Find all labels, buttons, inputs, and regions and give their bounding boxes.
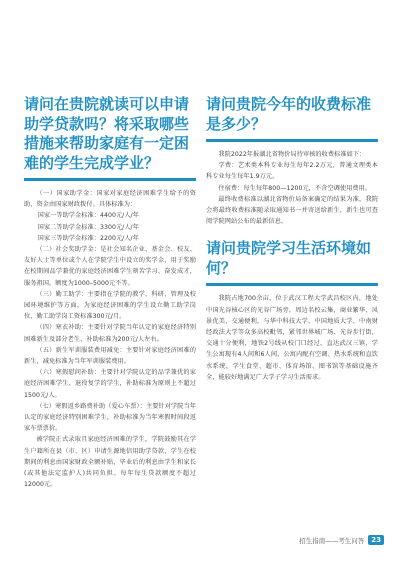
fees-section-title: 请问贵院今年的收费标准是多少？ [206, 95, 372, 133]
environment-section-title: 请问贵院学习生活环境如何？ [206, 239, 372, 277]
loan-section-body [24, 188, 196, 490]
title-divider [206, 283, 378, 286]
environment-section [206, 239, 378, 383]
paragraph: （五）新生军训服装费用减免：主要针对家庭经济困难的新生，减免标准为当年军训服装费用。 [24, 346, 196, 366]
right-column [206, 95, 378, 383]
paragraph: （二）社会奖助学金：是社会知名企业、基金会、校友、友好人士等单位或个人在学院学生中设立的奖学金，用于奖励在校期间品学兼优的家庭经济困难学生刻苦学习、奋发成才，服务祖国。额度为1000–5000元不等。 [24, 246, 196, 287]
paragraph: 国家三等助学金标准：2200元/人/年 [37, 234, 139, 242]
left-column [24, 95, 196, 490]
paragraph: 学费：艺术类本科专业每生每年2.2万元，普通文理类本科专业每生每年1.9万元。 [206, 162, 378, 181]
page-number: 23 [368, 535, 384, 545]
environment-section-body [206, 293, 378, 383]
paragraph: 国家二等助学金标准：3300元/人/年 [37, 223, 139, 231]
paragraph: 我院占地700余亩，位于武汉工程大学武昌校区内，地处中国光谷核心区的光谷广场旁，周边名校云集，商业繁华、风景优美、交通便利，与华中科技大学、中国地质大学、中南财经政法大学等众多高校毗邻，紧邻世界城广场、光谷步行街，交通十分便利，地铁2号线从校门口经过，直达武汉三镇，学生公寓现有4人间和6人间，公寓内配有空调、热水系统和直饮水系统，学生食堂、超市、体育场馆、图书馆等基础设施齐全，能较好地满足广大学子学习生活需求。 [206, 295, 378, 381]
paragraph: 最终收费标准以湖北省物价局备案确定的结果为准，我院会将最终收费标准随录取通知书一并寄送给新生，新生也可查阅学院网站公布的最新信息。 [206, 195, 378, 226]
title-divider [206, 139, 378, 142]
paragraph: （七）寒假返乡路费补助（爱心车票）：主要针对学院当年认定的家庭经济特别困难学生，补助标准为当年寒假时间段返家车票票价。 [24, 402, 196, 433]
paragraph: 被学院正式录取且家庭经济困难的学生，学院鼓励其在学生户籍所在县（市、区）申请生源地信用助学贷款，学生在校期间的利息由国家财政全额补贴，毕业后的利息由学生和家长(或其他法定监护人)共同负担。每年每生贷款额度不超过12000元。 [24, 436, 196, 489]
paragraph: （一）国家助学金：国家对家庭经济困难学生给予的资助，资金由国家财政拨付。具体标准为： [24, 190, 196, 209]
fees-section-body [206, 149, 378, 227]
footer-label: 招生指南——考生问答 [299, 536, 365, 545]
paragraph: （六）寒假慰问补助：主要针对学院认定的品学兼优的家庭经济困难学生、退役复学的学生，补助标准为原则上不超过1500元/人。 [24, 369, 196, 399]
paragraph: 住宿费：每生每年800—1200元，不含空调使用费用。 [218, 184, 372, 192]
fees-section [206, 95, 378, 227]
paragraph: （三）勤工助学：主要指在学院的教学、科研、管理及校园环境维护等方面，为家庭经济困难的学生设立勤工助学岗位，勤工助学岗工资标准300元/月。 [24, 290, 196, 321]
paragraph: 我院2022年报湖北省物价局待审核的收费标准如下： [218, 151, 366, 158]
paragraph: （四）寒衣补助：主要针对学院当年认定的家庭经济特别困难新生及部分老生，补助标准为200元/人左右。 [24, 324, 196, 343]
loan-section-title: 请问在贵院就读可以申请助学贷款吗？将采取哪些措施来帮助家庭有一定困难的学生完成学业？ [24, 95, 190, 172]
title-divider [24, 178, 196, 181]
page-footer [299, 535, 384, 545]
paragraph: 国家一等助学金标准：4400元/人/年 [37, 212, 139, 220]
